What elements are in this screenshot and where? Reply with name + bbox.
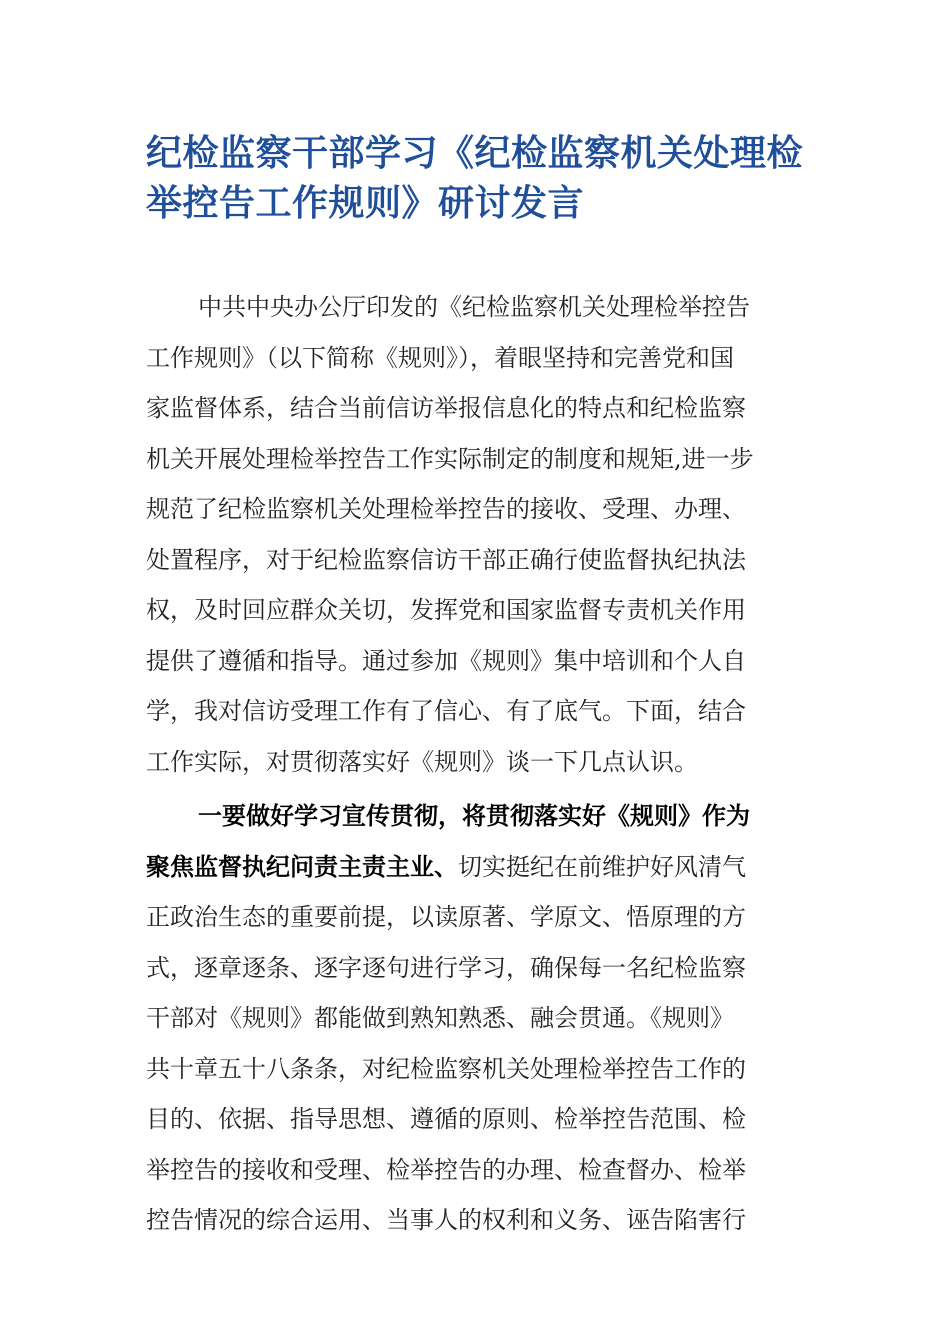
- text-line: 提供了遵循和指导。通过参加《规则》集中培训和个人自: [146, 646, 746, 675]
- text-line: 机关开展处理检举控告工作实际制定的制度和规矩,进一步: [146, 444, 754, 473]
- text-line: 目的、依据、指导思想、遵循的原则、检举控告范围、检: [146, 1105, 746, 1133]
- document-title: [146, 128, 816, 228]
- paragraph-intro: [146, 282, 816, 787]
- text-line: [146, 842, 816, 893]
- text-fragment: 切实挺纪在前维护好风清气: [458, 852, 746, 881]
- text-line: 工作实际，对贯彻落实好《规则》谈一下几点认识。: [146, 747, 698, 776]
- text-line: 学，我对信访受理工作有了信心、有了底气。下面，结合: [146, 697, 746, 725]
- text-line: 干部对《规则》都能做到熟知熟悉、融会贯通。《规则》: [146, 1004, 734, 1032]
- text-line: 处置程序，对于纪检监察信访干部正确行使监督执纪执法: [146, 545, 746, 574]
- text-line: 规范了纪检监察机关处理检举控告的接收、受理、办理、: [146, 495, 746, 523]
- text-line: 中共中央办公厅印发的《纪检监察机关处理检举控告: [198, 293, 750, 321]
- paragraph-point-one: [146, 791, 816, 1246]
- text-line: 共十章五十八条条，对纪检监察机关处理检举控告工作的: [146, 1054, 746, 1083]
- title-line: 举控告工作规则》研讨发言: [146, 182, 585, 224]
- bold-heading-fragment: 聚焦监督执纪问责主责主业、: [146, 851, 458, 881]
- text-line: 家监督体系，结合当前信访举报信息化的特点和纪检监察: [146, 394, 746, 422]
- text-line: 控告情况的综合运用、当事人的权利和义务、诬告陷害行: [146, 1206, 746, 1234]
- text-line: 举控告的接收和受理、检举控告的办理、检查督办、检举: [146, 1155, 746, 1184]
- text-line: 正政治生态的重要前提，以读原著、学原文、悟原理的方: [146, 903, 746, 931]
- text-line: 权，及时回应群众关切，发挥党和国家监督专责机关作用: [146, 596, 746, 624]
- text-line: 式，逐章逐条、逐字逐句进行学习，确保每一名纪检监察: [146, 953, 746, 982]
- bold-heading-line: 一要做好学习宣传贯彻，将贯彻落实好《规则》作为: [198, 801, 750, 830]
- title-line: 纪检监察干部学习《纪检监察机关处理检: [146, 132, 804, 174]
- text-line: 工作规则》（以下简称《规则》），着眼坚持和完善党和国: [146, 343, 734, 372]
- document-body: [146, 282, 816, 1246]
